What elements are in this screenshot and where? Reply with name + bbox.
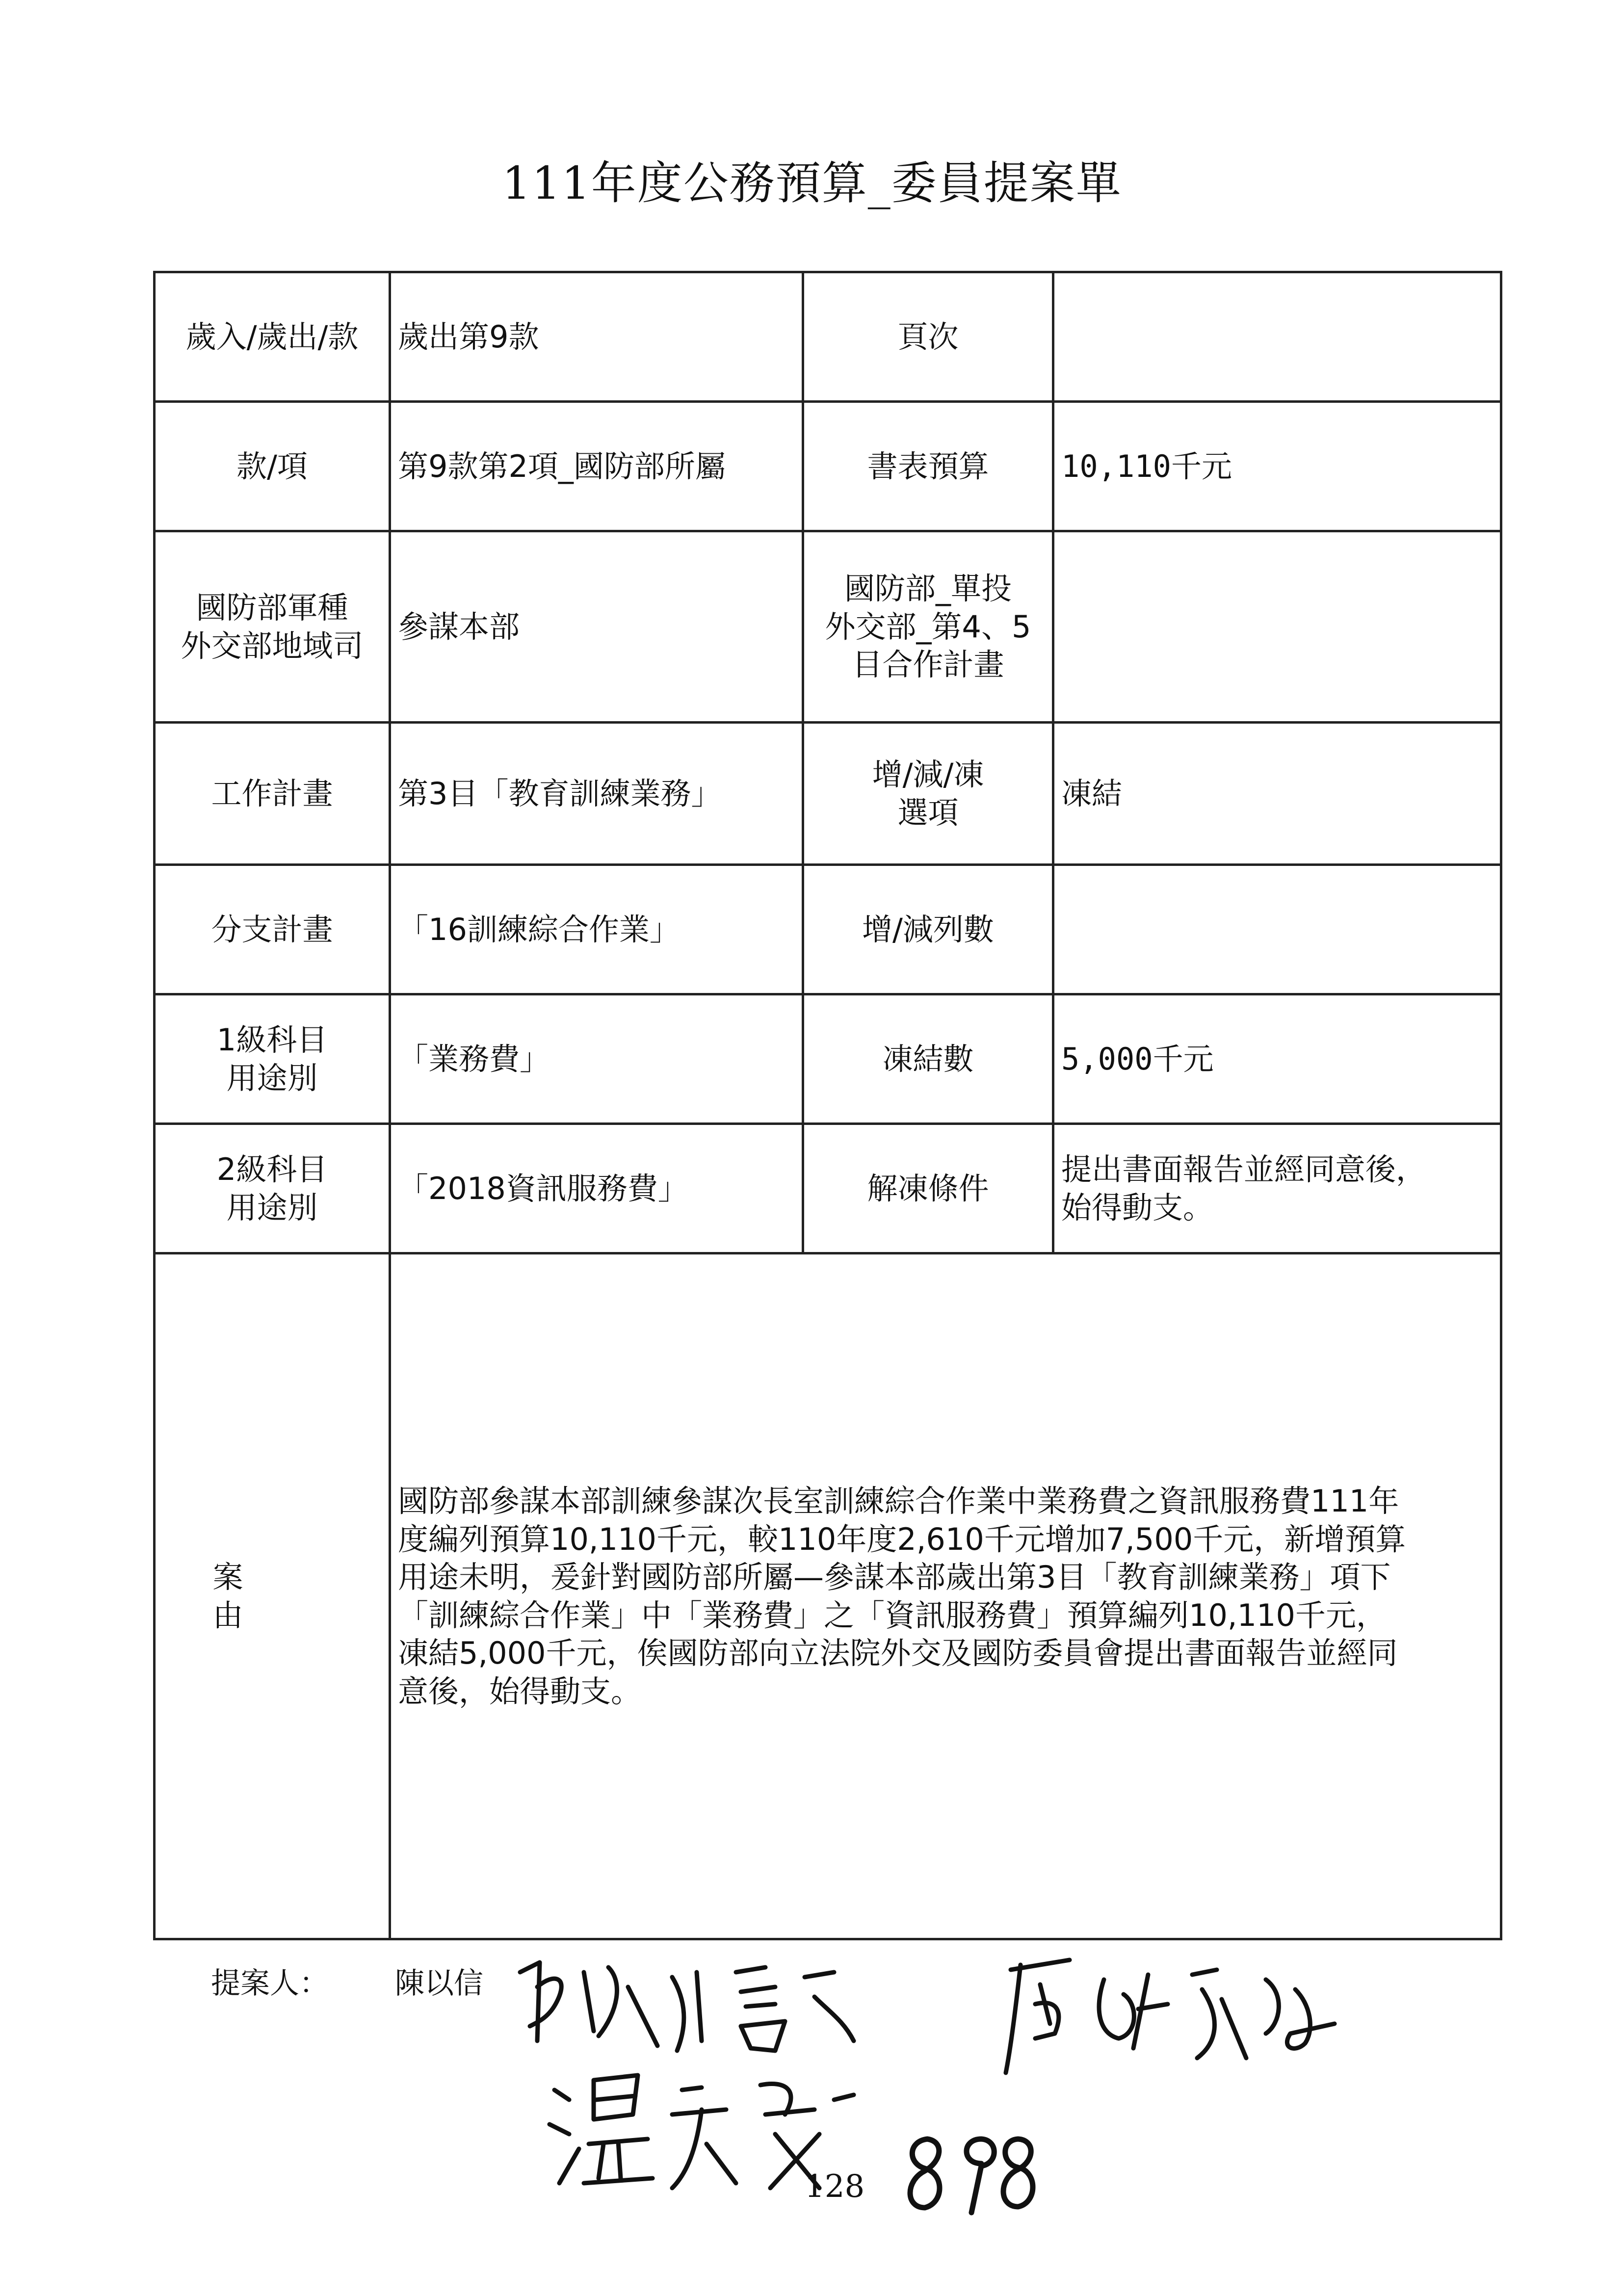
label-frozen-amount: 凍結數: [803, 994, 1053, 1124]
proposer-label: 提案人：: [211, 1966, 329, 2001]
reason-line: 用途未明，爰針對國防部所屬—參謀本部歲出第3目「教育訓練業務」項下: [398, 1559, 1391, 1595]
label-line: 增/減/凍: [872, 757, 984, 792]
label-line: 用途別: [226, 1060, 318, 1096]
value-page: [1053, 272, 1501, 402]
label-line: 選項: [897, 794, 959, 831]
form-title: 111年度公務預算_委員提案單: [502, 157, 1122, 209]
label-level1-account: [155, 994, 390, 1124]
label-adjust-amount: 增/減列數: [803, 865, 1053, 994]
label-unfreeze-condition: 解凍條件: [803, 1124, 1053, 1253]
label-level2-account: [155, 1124, 390, 1253]
value-adjust-option: 凍結: [1053, 723, 1501, 865]
label-line: 國防部軍種: [196, 590, 348, 626]
table-row: [155, 531, 1501, 723]
value-service-branch: 參謀本部: [390, 531, 803, 723]
value-section-item: 第9款第2項_國防部所屬: [390, 402, 803, 531]
label-cooperation-plan: [803, 531, 1053, 723]
label-work-plan: 工作計畫: [155, 723, 390, 865]
label-category: 歲入/歲出/款: [155, 272, 390, 402]
value-line: 始得動支。: [1061, 1189, 1214, 1226]
page-number: 128: [805, 2168, 865, 2205]
label-line: 外交部地域司: [181, 627, 364, 664]
table-row: [155, 865, 1501, 994]
value-level1-account: 「業務費」: [390, 994, 803, 1124]
label-line: 國防部_單投: [844, 571, 1012, 607]
label-line: 1級科目: [216, 1022, 328, 1058]
table-row: [155, 1253, 1501, 1939]
value-budget: 10,110千元: [1053, 402, 1501, 531]
value-line: 提出書面報告並經同意後，: [1061, 1151, 1427, 1187]
proposal-form-table: [153, 271, 1502, 1940]
label-budget: 書表預算: [803, 402, 1053, 531]
signature-2: [991, 1950, 1344, 2083]
value-category: 歲出第9款: [390, 272, 803, 402]
label-branch-plan: 分支計畫: [155, 865, 390, 994]
value-work-plan: 第3目「教育訓練業務」: [390, 723, 803, 865]
table-row: [155, 723, 1501, 865]
stamp-number-898: [898, 2129, 1045, 2218]
table-row: [155, 994, 1501, 1124]
signature-1: [510, 1943, 864, 2070]
value-unfreeze-condition: [1053, 1124, 1501, 1253]
table-row: [155, 1124, 1501, 1253]
reason-line: 度編列預算10,110千元，較110年度2,610千元增加7,500千元，新增預算: [398, 1521, 1406, 1557]
label-reason: 案由: [155, 1253, 390, 1939]
value-adjust-amount: [1053, 865, 1501, 994]
value-level2-account: 「2018資訊服務費」: [390, 1124, 803, 1253]
table-row: [155, 402, 1501, 531]
label-adjust-option: [803, 723, 1053, 865]
value-branch-plan: 「16訓練綜合作業」: [390, 865, 803, 994]
reason-line: 意後，始得動支。: [398, 1673, 642, 1709]
reason-line: 國防部參謀本部訓練參謀次長室訓練綜合作業中業務費之資訊服務費111年: [398, 1483, 1399, 1519]
label-line: 用途別: [226, 1189, 318, 1226]
reason-line: 「訓練綜合作業」中「業務費」之「資訊服務費」預算編列10,110千元，: [398, 1597, 1387, 1633]
label-service-branch: [155, 531, 390, 723]
reason-line: 凍結5,000千元，俟國防部向立法院外交及國防委員會提出書面報告並經同: [398, 1635, 1398, 1671]
label-line: 外交部_第4、5: [825, 608, 1031, 645]
label-line: 目合作計畫: [852, 647, 1004, 683]
table-row: [155, 272, 1501, 402]
reason-text: [390, 1253, 1501, 1939]
label-line: 2級科目: [216, 1151, 328, 1187]
value-cooperation-plan: [1053, 531, 1501, 723]
value-frozen-amount: 5,000千元: [1053, 994, 1501, 1124]
proposer-name: 陳以信: [395, 1966, 483, 2001]
label-page: 頁次: [803, 272, 1053, 402]
label-section-item: 款/項: [155, 402, 390, 531]
